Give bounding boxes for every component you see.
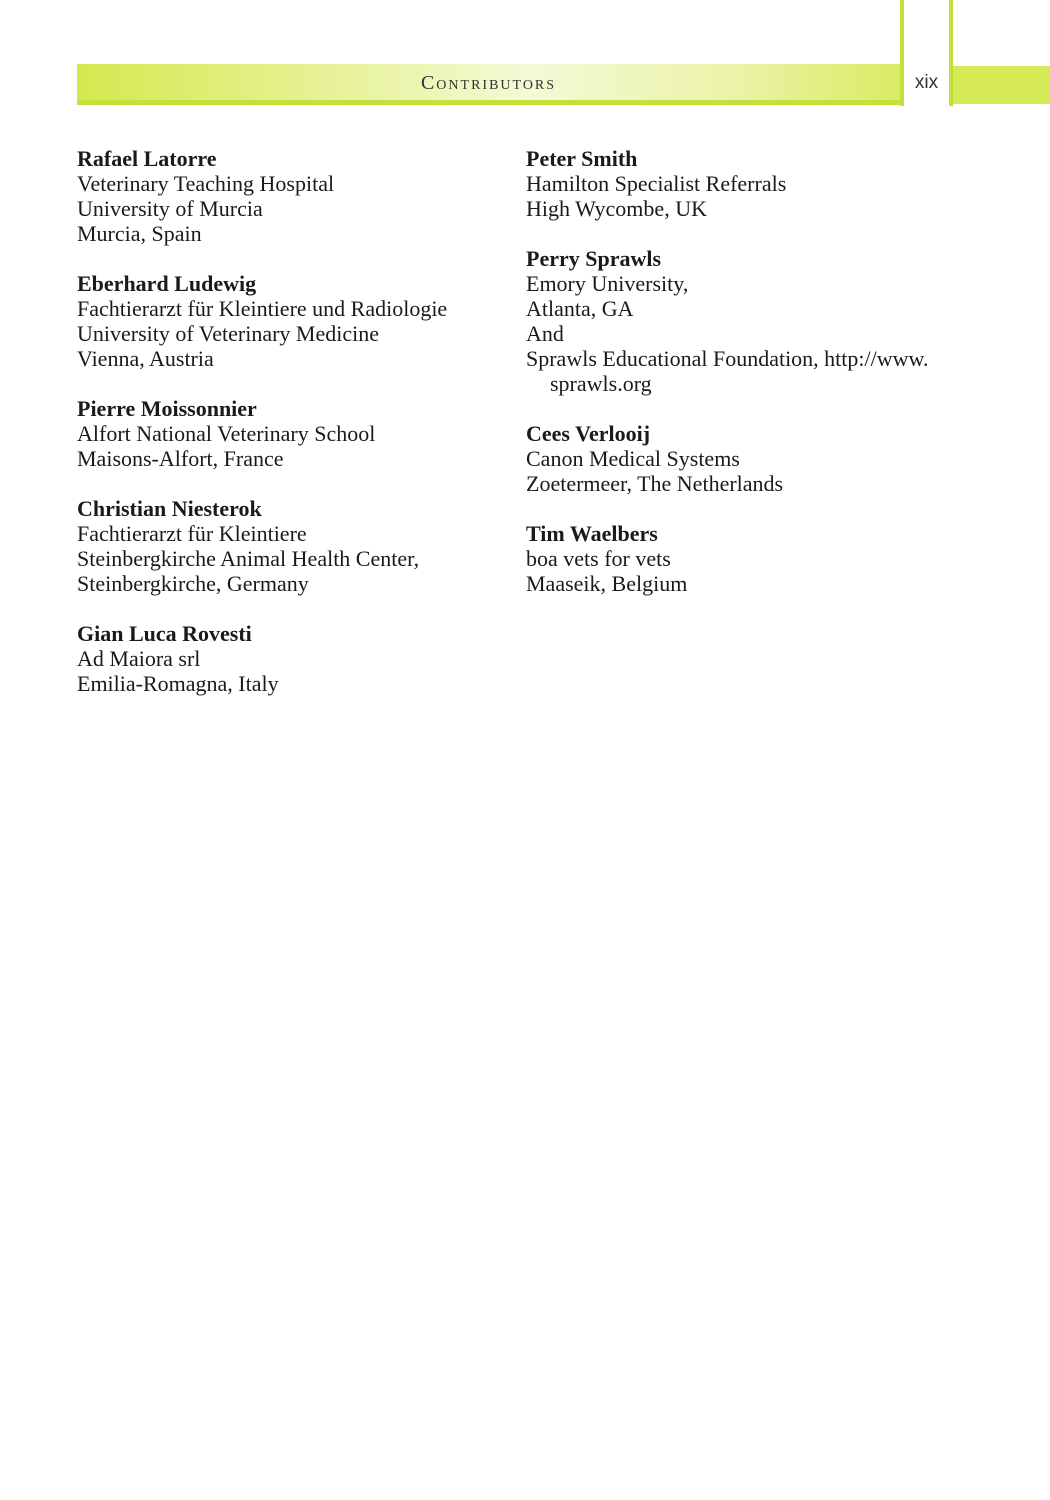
affiliation-line: Alfort National Veterinary School [77, 421, 376, 446]
contributor-entry [77, 396, 507, 471]
affiliation-line: High Wycombe, UK [526, 196, 707, 221]
contributor-name: Rafael Latorre [77, 146, 217, 171]
contributor-entry [526, 146, 956, 221]
affiliation-line: Maisons-Alfort, France [77, 446, 284, 471]
contributor-entry [77, 621, 507, 696]
contributor-name: Peter Smith [526, 146, 638, 171]
page-number: xix [914, 72, 939, 93]
contributor-name: Christian Niesterok [77, 496, 262, 521]
contributor-entry [77, 496, 507, 596]
contributor-name: Gian Luca Rovesti [77, 621, 252, 646]
affiliation-line: Steinbergkirche, Germany [77, 571, 309, 596]
contributors-right-column [526, 146, 956, 621]
affiliation-line: Murcia, Spain [77, 221, 202, 246]
affiliation-line: sprawls.org [550, 371, 652, 396]
affiliation-line: Ad Maiora srl [77, 646, 201, 671]
header-underline [77, 100, 900, 105]
affiliation-line: Emory University, [526, 271, 689, 296]
affiliation-line: boa vets for vets [526, 546, 671, 571]
contributor-name: Tim Waelbers [526, 521, 658, 546]
affiliation-line: Emilia-Romagna, Italy [77, 671, 279, 696]
contributor-entry [77, 146, 507, 246]
contributor-name: Cees Verlooij [526, 421, 651, 446]
affiliation-line: Sprawls Educational Foundation, http://www. [526, 346, 929, 371]
affiliation-line: Zoetermeer, The Netherlands [526, 471, 784, 496]
affiliation-line: Steinbergkirche Animal Health Center, [77, 546, 420, 571]
affiliation-line: Maaseik, Belgium [526, 571, 688, 596]
affiliation-line: Fachtierarzt für Kleintiere und Radiologie [77, 296, 448, 321]
contributor-name: Pierre Moissonnier [77, 396, 257, 421]
contributors-left-column [77, 146, 507, 721]
affiliation-line: Hamilton Specialist Referrals [526, 171, 787, 196]
affiliation-line: Vienna, Austria [77, 346, 214, 371]
affiliation-line: Veterinary Teaching Hospital [77, 171, 335, 196]
contributor-name: Perry Sprawls [526, 246, 662, 271]
running-header-title: Contributors [420, 72, 557, 94]
affiliation-line: Atlanta, GA [526, 296, 634, 321]
contributor-entry [526, 521, 956, 596]
affiliation-line: Fachtierarzt für Kleintiere [77, 521, 307, 546]
header-right-band [953, 66, 1050, 104]
affiliation-line: University of Murcia [77, 196, 263, 221]
affiliation-line: University of Veterinary Medicine [77, 321, 380, 346]
affiliation-line: And [526, 321, 564, 346]
contributor-entry [526, 421, 956, 496]
contributor-entry [526, 246, 956, 396]
contributor-name: Eberhard Ludewig [77, 271, 257, 296]
contributor-entry [77, 271, 507, 371]
affiliation-line: Canon Medical Systems [526, 446, 740, 471]
